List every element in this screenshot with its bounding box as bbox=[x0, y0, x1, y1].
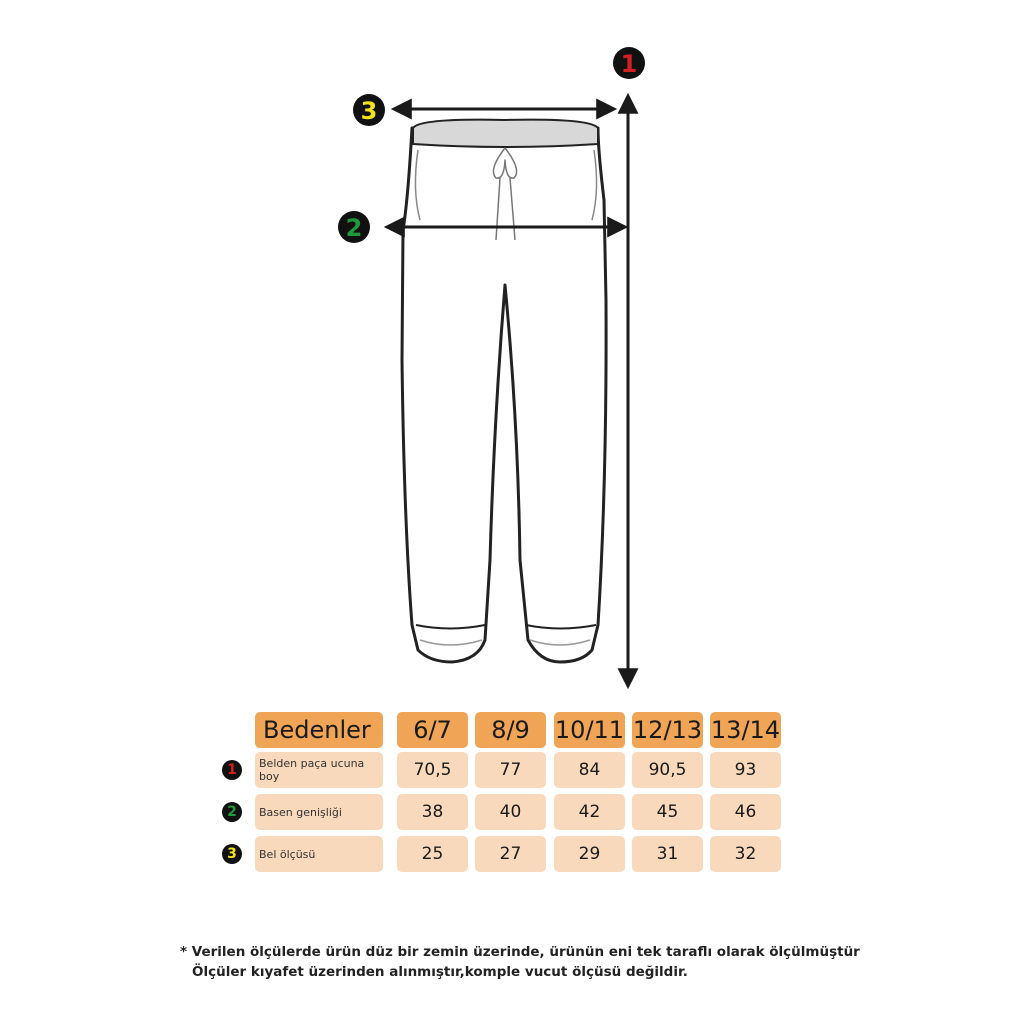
svg-text:3: 3 bbox=[360, 97, 378, 125]
row-label: Bel ölçüsü bbox=[255, 836, 383, 872]
table-cell: 90,5 bbox=[632, 752, 703, 788]
table-cell: 77 bbox=[475, 752, 546, 788]
table-cell: 46 bbox=[710, 794, 781, 830]
table-cell: 45 bbox=[632, 794, 703, 830]
table-cell: 70,5 bbox=[397, 752, 468, 788]
table-cell: 42 bbox=[554, 794, 625, 830]
table-cell: 25 bbox=[397, 836, 468, 872]
table-cell: 84 bbox=[554, 752, 625, 788]
size-header: 12/13 bbox=[632, 712, 703, 748]
footnote-line-2: Ölçüler kıyafet üzerinden alınmıştır,komple vucut ölçüsü değildir. bbox=[192, 964, 688, 980]
table-cell: 27 bbox=[475, 836, 546, 872]
size-header: 13/14 bbox=[710, 712, 781, 748]
size-header: 10/11 bbox=[554, 712, 625, 748]
table-cell: 38 bbox=[397, 794, 468, 830]
pants-illustration bbox=[402, 120, 606, 662]
row-badge-2: 2 bbox=[222, 802, 242, 822]
row-badge-1: 1 bbox=[222, 760, 242, 780]
table-row bbox=[222, 794, 792, 830]
row-label: Belden paça ucuna boy bbox=[255, 752, 383, 788]
size-header: 6/7 bbox=[397, 712, 468, 748]
size-header: 8/9 bbox=[475, 712, 546, 748]
table-cell: 32 bbox=[710, 836, 781, 872]
svg-text:2: 2 bbox=[345, 214, 363, 242]
header-label: Bedenler bbox=[255, 712, 383, 748]
footnote-line-1: * Verilen ölçülerde ürün düz bir zemin üzerinde, ürünün eni tek taraflı olarak ölçülmüştür bbox=[180, 944, 860, 960]
table-cell: 29 bbox=[554, 836, 625, 872]
footnote bbox=[180, 942, 880, 982]
badge-2 bbox=[338, 211, 370, 243]
row-badge-3: 3 bbox=[222, 844, 242, 864]
table-row bbox=[222, 836, 792, 872]
badge-3 bbox=[353, 94, 385, 126]
table-cell: 93 bbox=[710, 752, 781, 788]
table-cell: 31 bbox=[632, 836, 703, 872]
badge-1 bbox=[613, 47, 645, 79]
row-label: Basen genişliği bbox=[255, 794, 383, 830]
svg-text:1: 1 bbox=[620, 50, 638, 78]
table-cell: 40 bbox=[475, 794, 546, 830]
table-row bbox=[222, 752, 792, 788]
